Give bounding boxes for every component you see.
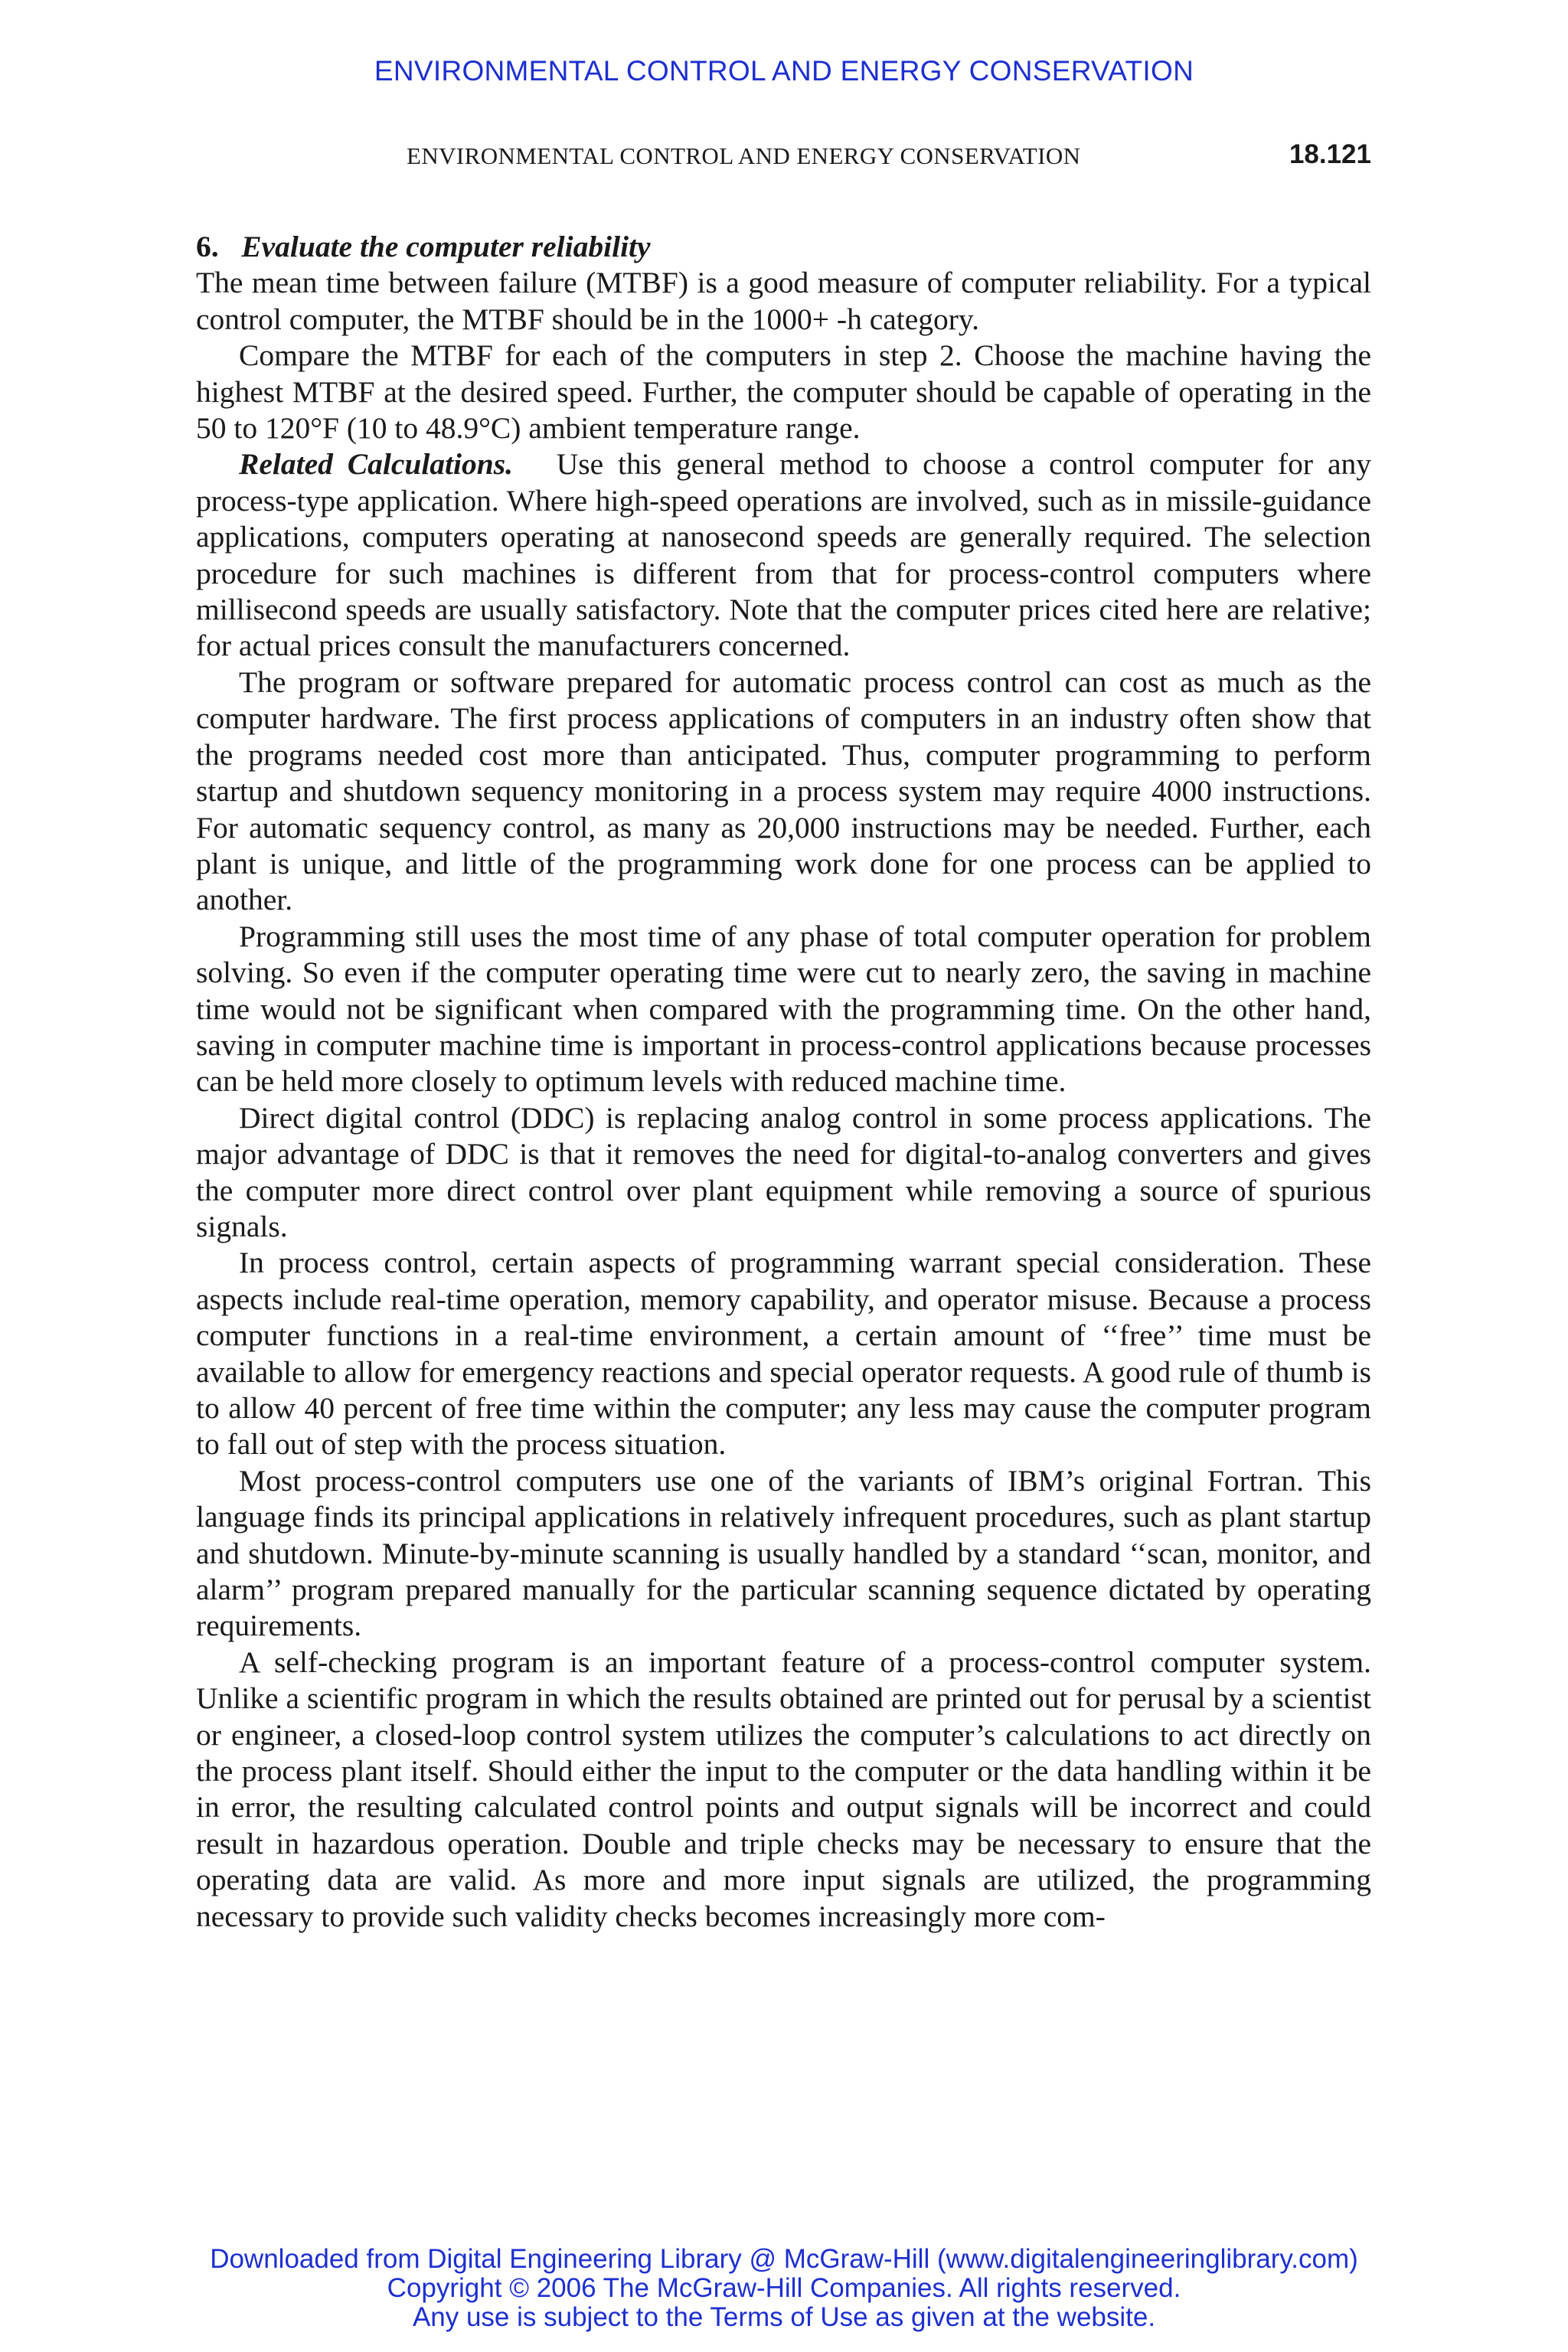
footer-terms[interactable]: Any use is subject to the Terms of Use as given at the website. xyxy=(412,2302,1156,2332)
running-head-title: ENVIRONMENTAL CONTROL AND ENERGY CONSERVATION xyxy=(407,142,1081,169)
paragraph-4: The program or software prepared for automatic process control can cost as much as the computer hardware. The first process applications of computers in an industry often show that the programs needed cost more than anticipated. Thus, computer programming to perform startup and shutdown sequency monitoring in a process system may require 4000 instructions. For automatic sequency control, as many as 20,000 instructions may be needed. Further, each plant is unique, and little of the programming work done for one process can be applied to another. xyxy=(196,665,1371,917)
paragraph-5: Programming still uses the most time of any phase of total computer operation for problem solving. So even if the computer operating time were cut to nearly zero, the saving in machine time would not be significant when compared with the programming time. On the other hand, saving in computer machine time is important in process-control applications because processes can be held more closely to optimum levels with reduced machine time. xyxy=(196,919,1371,1099)
section-heading xyxy=(196,229,1371,265)
paragraph-7: In process control, certain aspects of programming warrant special consideration. These aspects include real-time operation, memory capability, and operator misuse. Because a process computer functions in a real-time environment, a certain amount of ‘‘free’’ time must be available to allow for emergency reactions and special operator requests. A good rule of thumb is to allow 40 percent of free time within the computer; any less may cause the computer program to fall out of step with the process situation. xyxy=(196,1246,1371,1462)
paragraph-6: Direct digital control (DDC) is replacing analog control in some process applications. The major advantage of DDC is that it removes the need for digital-to-analog converters and gives the computer more direct control over plant equipment while removing a source of spurious signals. xyxy=(196,1100,1371,1243)
running-head xyxy=(196,139,1371,176)
paragraph-3: Use this general method to choose a control computer for any process-type application. Where high-speed operations are involved, such as in missile-guidance applications, computers operating at nanosecond speeds are generally required. The selection procedure for such machines is different from that for process-control computers where millisecond speeds are usually satisfactory. Note that the computer prices cited here are relative; for actual prices consult the manufacturers concerned. xyxy=(196,447,1372,663)
paragraph-9: A self-checking program is an important feature of a process-control computer system. Unlike a scientific program in which the results obtained are printed out for perusal by a scientist or engineer, a closed-loop control system utilizes the computer’s calculations to act directly on the process plant itself. Should either the input to the computer or the data handling within it be in error, the resulting calculated control points and output signals will be incorrect and could result in hazardous operation. Double and triple checks may be necessary to ensure that the operating data are valid. As more and more input signals are utilized, the programming necessary to provide such validity checks becomes increasingly more com- xyxy=(196,1645,1371,1933)
section-number: 6. xyxy=(196,230,219,263)
paragraph-1: The mean time between failure (MTBF) is a good measure of computer reliability. For a typical control computer, the MTBF should be in the 1000+ -h category. xyxy=(196,266,1371,336)
footer-download-link[interactable]: Downloaded from Digital Engineering Library @ McGraw-Hill (www.digitalengineeringlibrary.com) xyxy=(210,2244,1358,2274)
top-banner-link[interactable]: ENVIRONMENTAL CONTROL AND ENERGY CONSERVATION xyxy=(374,55,1194,87)
footer-copyright: Copyright © 2006 The McGraw-Hill Companies. All rights reserved. xyxy=(387,2273,1181,2303)
paragraph-2: Compare the MTBF for each of the computers in step 2. Choose the machine having the highest MTBF at the desired speed. Further, the computer should be capable of operating in the 50 to 120°F (10 to 48.9°C) ambient temperature range. xyxy=(196,338,1371,446)
page-number: 18.121 xyxy=(1289,139,1371,169)
paragraph-8: Most process-control computers use one of the variants of IBM’s original Fortran. This language finds its principal applications in relatively infrequent procedures, such as plant startup and shutdown. Minute-by-minute scanning is usually handled by a standard ‘‘scan, monitor, and alarm’’ program prepared manually for the particular scanning sequence dictated by operating requirements. xyxy=(196,1463,1371,1643)
related-calculations-label: Related Calculations. xyxy=(239,447,513,482)
paragraph-related xyxy=(196,446,1371,664)
body-text xyxy=(196,229,1371,1935)
footer xyxy=(0,2245,1568,2332)
section-title: Evaluate the computer reliability xyxy=(241,230,651,263)
